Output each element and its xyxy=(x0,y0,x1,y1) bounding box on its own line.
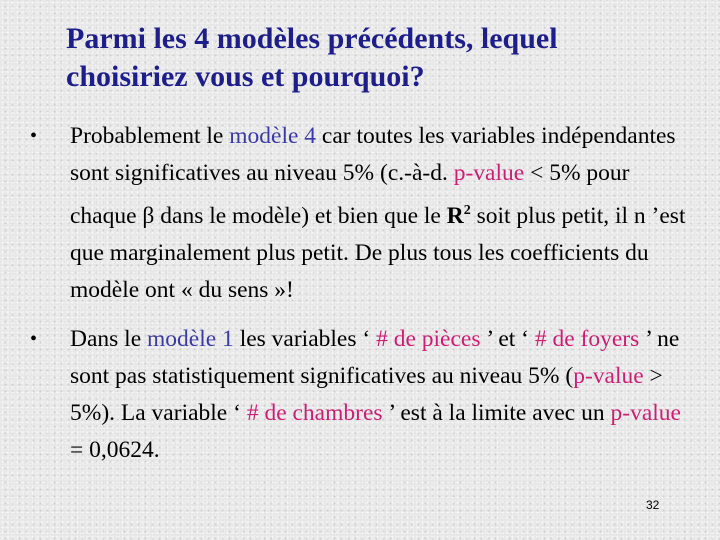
model-1-highlight: modèle 1 xyxy=(147,325,234,352)
bullet-text: les variables ‘ xyxy=(233,325,377,352)
bullet-text: > 5%). La variable ‘ xyxy=(70,362,663,426)
bullet-text: = 0,0624. xyxy=(70,436,160,463)
bullet-text: Probablement le xyxy=(70,123,230,149)
bullet-item-model-4 xyxy=(28,118,698,309)
variable-foyers-highlight: # de foyers xyxy=(534,325,640,352)
bullet-text: ’ et ‘ xyxy=(480,325,535,352)
p-value-highlight: p-value xyxy=(573,362,644,389)
bullet-text: ’ ne sont pas statistiquement significatives au niveau 5% ( xyxy=(70,325,680,389)
slide-title-line-2: choisiriez vous et pourquoi? xyxy=(66,60,425,93)
bullet-text: dans le modèle) et bien que le xyxy=(154,202,447,229)
model-4-highlight: modèle 4 xyxy=(229,123,317,149)
bullet-icon: • xyxy=(30,125,38,147)
bullet-text: ’ est à la limite avec un xyxy=(382,399,611,426)
bullet-text: soit plus petit, il n ’est que marginalement plus petit. De plus tous les coefficients du modèle ont « du sens »! xyxy=(70,202,686,303)
p-value-highlight: p-value xyxy=(453,160,525,186)
slide-title-line-1: Parmi les 4 modèles précédents, lequel xyxy=(66,22,558,55)
variable-chambres-highlight: # de chambres xyxy=(246,399,383,426)
slide-title xyxy=(66,20,686,96)
r-squared-label: $R^2$ xyxy=(446,202,471,229)
bullet-text: Dans le xyxy=(70,325,148,352)
bullet-text: car toutes les variables indépendantes sont significatives au niveau 5% (c.-à-d. xyxy=(70,123,676,186)
bullet-item-model-1 xyxy=(28,321,698,469)
page-number: 32 xyxy=(646,498,660,512)
bullet-text: < 5% pour chaque xyxy=(70,160,630,229)
p-value-highlight: p-value xyxy=(610,399,681,426)
bullet-icon: • xyxy=(30,327,38,350)
variable-pieces-highlight: # de pièces xyxy=(376,325,481,352)
bullet-list xyxy=(28,118,698,481)
beta-symbol: β xyxy=(142,202,155,229)
